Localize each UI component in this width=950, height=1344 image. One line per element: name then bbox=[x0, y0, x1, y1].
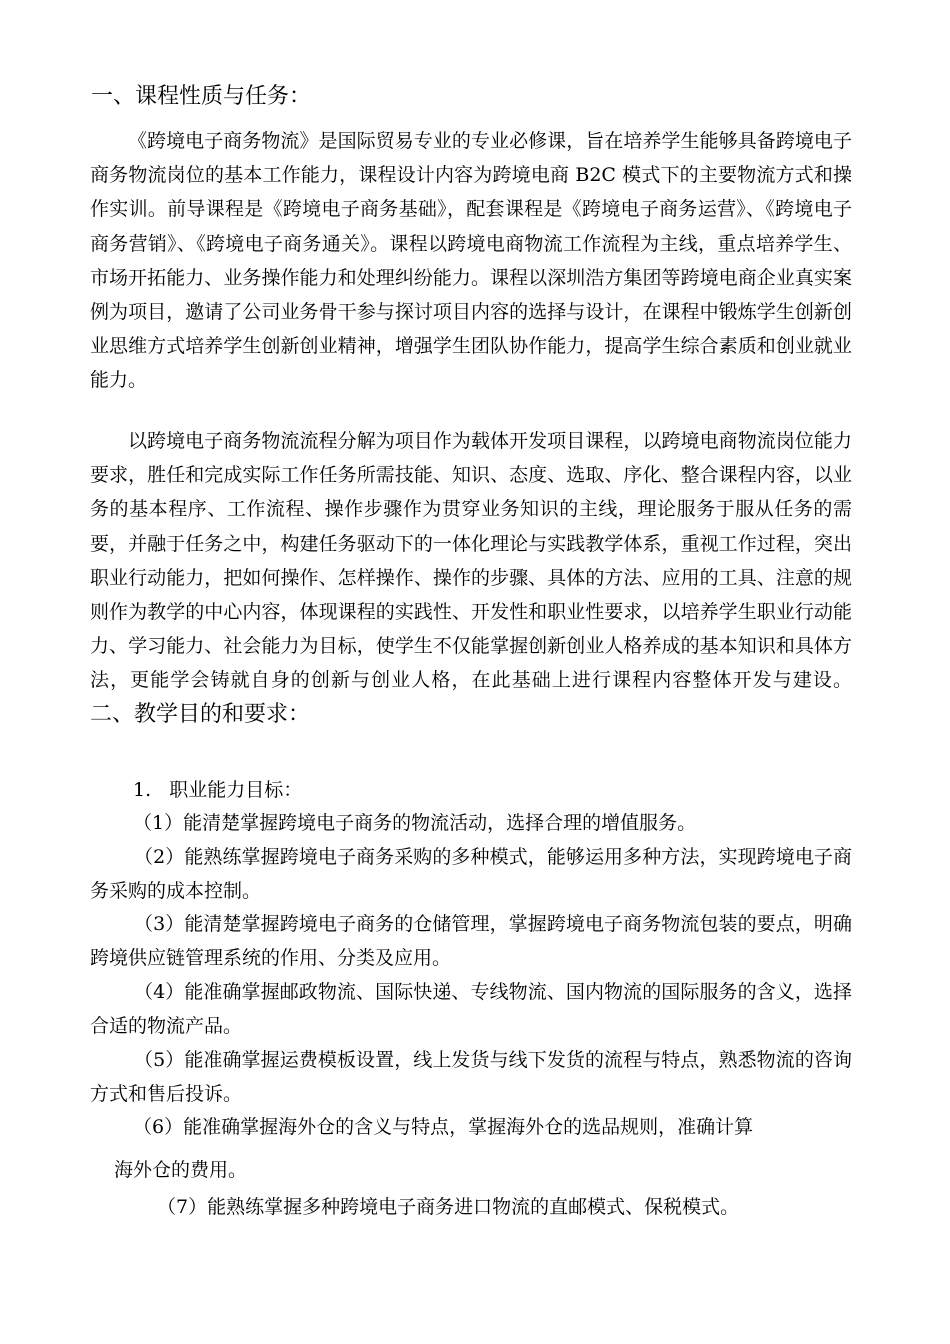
course-nature-paragraph-2 bbox=[90, 424, 852, 732]
list-item-6-continuation: 海外仓的费用。 bbox=[114, 1159, 248, 1181]
list-item-4: （4）能准确掌握邮政物流、国际快递、专线物流、国内物流的国际服务的含义，选择合适的物流产品。 bbox=[90, 981, 852, 1038]
list-item-3: （3）能清楚掌握跨境电子商务的仓储管理，掌握跨境电子商务物流包装的要点，明确跨境供应链管理系统的作用、分类及应用。 bbox=[90, 913, 852, 970]
list-item-2: （2）能熟练掌握跨境电子商务采购的多种模式，能够运用多种方法，实现跨境电子商务采购的成本控制。 bbox=[90, 846, 852, 903]
course-nature-paragraph-2-text: 以跨境电子商务物流流程分解为项目作为载体开发项目课程，以跨境电商物流岗位能力要求，胜任和完成实际工作任务所需技能、知识、态度、选取、序化、整合课程内容，以业务的基本程序、工作流程、操作步骤作为贯穿业务知识的主线，理论服务于服从任务的需要，并融于任务之中，构建任务驱动下的一体化理论与实践教学体系，重视工作过程，突出职业行动能力，把如何操作、怎样操作、操作的步骤、具体的方法、应用的工具、注意的规则作为教学的中心内容，体现课程的实践性、开发性和职业性要求，以培养学生职业行动能力、学习能力、社会能力为目标，使学生不仅能掌握创新创业人格养成的基本知识和具体方法，更能学会铸就自身的创新与创业人格，在此基础上进行课程内容整体开发与建设。 bbox=[90, 430, 852, 692]
list-item-1: （1）能清楚掌握跨境电子商务的物流活动，选择合理的增值服务。 bbox=[133, 812, 697, 834]
list-item-7: （7）能熟练掌握多种跨境电子商务进口物流的直邮模式、保税模式。 bbox=[157, 1196, 740, 1218]
section-heading-course-nature: 一、课程性质与任务： bbox=[91, 84, 312, 109]
section-heading-teaching-goals: 二、教学目的和要求： bbox=[90, 701, 311, 727]
list-item-6: （6）能准确掌握海外仓的含义与特点，掌握海外仓的选品规则，准确计算 bbox=[133, 1116, 754, 1138]
course-nature-paragraph-1: 《跨境电子商务物流》是国际贸易专业的专业必修课，旨在培养学生能够具备跨境电子商务物流岗位的基本工作能力，课程设计内容为跨境电商 B2C 模式下的主要物流方式和操作实训。前导课程是《跨境电子商务基础》，配套课程是《跨境电子商务运营》、《跨境电子商务营销》、《跨境电子商务通关》。课程以跨境电商物流工作流程为主线，重点培养学生、市场开拓能力、业务操作能力和处理纠纷能力。课程以深圳浩方集团等跨境电商企业真实案例为项目，邀请了公司业务骨干参与探讨项目内容的选择与设计，在课程中锻炼学生创新创业思维方式培养学生创新创业精神，增强学生团队协作能力，提高学生综合素质和创业就业能力。 bbox=[90, 130, 852, 392]
list-heading-professional-ability: 1. 职业能力目标： bbox=[133, 779, 303, 801]
list-item-5: （5）能准确掌握运费模板设置，线上发货与线下发货的流程与特点，熟悉物流的咨询方式和售后投诉。 bbox=[90, 1049, 852, 1106]
